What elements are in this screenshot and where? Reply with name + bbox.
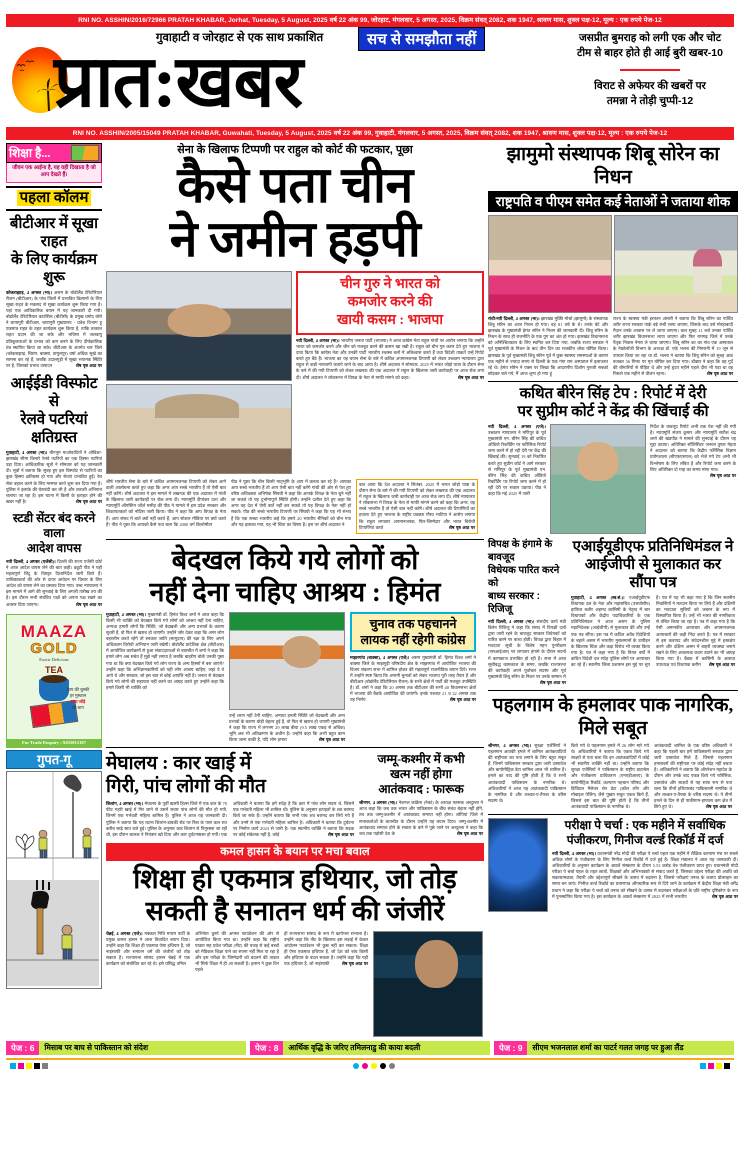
color-mark: [716, 1063, 722, 1069]
shiksha-quote: जीवन एक आईना है, यह वही दिखाता है जो आप देखते हैं।: [6, 163, 102, 183]
jk-headline-l3[interactable]: आतंकवाद : फारूक: [378, 782, 464, 797]
congress-body: असम मुख्यमंत्री डॉ. हिमंत विश्व शर्मा ने बाक्सा जिले के माझगुड़ी परिषदीय क्षेत्र के माझरगांव में आयोजित भाजपा की विजय संकल्प सभा में शामिल होकर की महत्वपूर्ण राजनीतिक बयान दिये। सभा में उन्होंने स्पष्ट किया कि अगामी चुनावों को लेकर भाजपा पूरी तरह तैयार है और बीटीआर (बोडोलैंड टेरिटोरियल रीजन) के सभी क्षेत्रों में पार्टी की मजबूत उपस्थिति है। डॉ. शर्मा ने कहा कि 20 अगस्त तक बीटीआर की सभी 40 विधानसभा क्षेत्रों में भाजपा की बैठकें आयोजित की जाएंगी। इनके पश्चात 21 व 22 अगस्त तक यह निर्णय: [350, 654, 476, 703]
ad-sub-label: Exotic Delicious: [39, 656, 69, 662]
bjp-box-line3: खायी कसम : भाजपा: [336, 313, 443, 328]
himanta-body-col1: [106, 612, 224, 743]
pahalgam-headline[interactable]: पहलगाम के हमलावर पाक नागरिक, मिले सबूत: [492, 694, 734, 739]
ad-tagline-3: साथ जोड़े: [70, 698, 86, 704]
kamal-body-col2: अभिनेता कुर्मा की अगस्त फाउंडेशन की ओर से आयोजित किया गया था। उन्होंने कहा कि राष्ट्रीय पात्रता सह प्रवेश परीक्षा (नीट) की वजह से कई बच्चों को मेडिकल शिक्षा पाने का सपना नहीं मिल पा रहा है और इस परीक्षा के जिम्मेदारी को बदलने की ताकत भी सिर्फ शिक्षा में ही आ सकती है। हासन ने कुछ दिन पहले: [195, 930, 279, 973]
shiksha-banner: [6, 143, 102, 163]
footer-teaser-bar: [6, 1041, 734, 1055]
rijiju-byline: नयी दिल्ली, 4 अगस्त (भा)।: [488, 618, 535, 624]
color-mark: [371, 1063, 377, 1069]
jk-body: [359, 800, 483, 837]
meghalaya-contd[interactable]: शेष पृष्ठ आठ पर: [327, 831, 354, 837]
rijiju-contd[interactable]: शेष पृष्ठ आठ पर: [539, 679, 566, 685]
color-mark: [18, 1063, 24, 1069]
leaf-icon: [71, 145, 99, 161]
left-story2-text: [6, 450, 102, 505]
color-swatches-right: [700, 1063, 730, 1069]
kamal-contd[interactable]: शेष पृष्ठ आठ पर: [341, 961, 368, 967]
left-column: [6, 143, 102, 1037]
newspaper-front-page: [0, 14, 740, 1152]
himanta-body-col2: [229, 713, 345, 743]
photo-himanta-biswa-sarma: [229, 612, 345, 710]
congress-box[interactable]: [350, 612, 476, 652]
bjp-box-body: भारतीय जनता पार्टी (भाजपा) ने आज कांग्रेस नेता राहुल गांधी पर आरोप लगाया कि उन्होंने भारत को कमजोर करने और चीन को मजबूत करने की कसम खा रखी है। राहुल को चीन गुरु करार देते हुए भाजपा ने दावा किया कि कांग्रेस नेता और उनकी पार्टी भारतीय सशस्त्र बलों में अविश्वास करते हैं तथा विदेशी ताकतें उन्हें रिपोर्ट करते हुए बैठे हैं। भाजपा का यह बयान सेना के बारे में कथित अपमानजनक टिप्पणी को लेकर उच्चतम न्यायालय द्वारा राहुल से कड़ी नाराजगी जताये जाने के बाद आया है। शीर्ष अदालत ने सोमवार, 2025 में भारत जोड़ो यात्रा के दौरान सेना के बारे में की गयी टिप्पणी को लेकर लखनऊ की एक अदालत में राहुल के खिलाफ जारी कार्यवाही पर आज रोक लगा दी। शीर्ष अदालत ने लोकसभा में विपक्ष के नेता से माफी मांगने को कहा।: [296, 338, 484, 380]
published-from-label: गुवाहाटी व जोरहाट से एक साथ प्रकाशित: [156, 32, 324, 44]
aiudf-body: [571, 595, 735, 668]
aiudf-byline: गुवाहाटी, 4 अगस्त (स्व.सं.)।: [571, 594, 625, 600]
color-mark: [42, 1063, 48, 1069]
kamal-headline-l1[interactable]: शिक्षा ही एकमात्र हथियार, जो तोड़: [133, 863, 457, 894]
himanta-body-text2: उन्हें शरण नहीं देनी चाहिए, अन्यथा हमारी स्थिति जो बेदखली और अन्य प्रभावों के कारण थोड़ी बेहतर हुई है, वो फिर से खराब हो जाएगी मुख्यमंत्री ने कहा कि राज्य में लगभग 29 लाख बीघा (9.5 लाख एकड़ से अधिक) भूमि अब भी अतिक्रमण के अधीन है। उन्होंने कहा कि अभी बहुत काम किया जाना बाकी है, यदि लोग हमारा: [229, 712, 345, 743]
ad-gold-label: GOLD: [30, 639, 78, 657]
pahalgam-body-col2: किये गये थे पहलगाम हमले में 26 लोग मारे गये थे। अधिकारियों ने बताया कि एकत्र किये गये साक्ष्यों से पता चला कि इन आतंकवादियों में कोई भी स्थानीय व्यक्ति नहीं था। उन्होंने बताया कि सुरक्षा एजेंसियों ने पाकिस्तान के राष्ट्रीय डाटाबेस और पंजीकरण प्राधिकरण (एनएडीआरए) के बायोमीट्रिक रिकॉर्ड, कल्याण पहचान परिषद और डिजिटल मैसेजर चेन डेटा (कॉल लॉग और मोबाइल पेजिंग) जैसे पुख्ता सबूत एकत्र किये हैं, जिससे इस बात की पुष्टि होती है कि तीनों आतंकवादी पाकिस्तान के नागरिक थे।: [571, 742, 649, 809]
kamal-body-col1: [106, 931, 190, 1037]
left-story3-text: [6, 559, 102, 608]
color-mark: [26, 1063, 32, 1069]
left-story3-body: दिल्ली की राज्य एजेंसी कोर्ट ने आज आदेश वापस लेने की बात कही। ड्यूटी पीठ ने यही महत्वपूर्ण बिंदु के विस्तृत दिशानिर्देश जारी किये हैं। याचिकाकर्ता की ओर से दायर आवेदन पर विचार के लिए आदेश को वापस लेने का प्रस्ताव दिया गया। उच्च न्यायालय ने इस मामले में आगे की सुनवाई के लिए अगली तारीख तय की है। इस दौरान सभी संबंधित पक्षों को अपना पक्ष रखने का अवसर दिया जाएगा।: [6, 558, 102, 607]
photo-pariksha-globe: [488, 818, 548, 912]
biren-byline: नयी दिल्ली, 4 अगस्त (एजे)।: [488, 423, 546, 429]
shiksha-title: शिक्षा है...: [9, 145, 51, 160]
lead-story-body: [106, 479, 484, 534]
pariksha-headline-l1[interactable]: परीक्षा पे चर्चा : एक महीने में सर्वाधिक: [564, 818, 726, 832]
aiudf-contd[interactable]: शेष पृष्ठ आठ पर: [708, 661, 735, 667]
teaser-item-1[interactable]: [6, 1041, 246, 1055]
color-dots-center: [353, 1063, 395, 1069]
color-mark: [700, 1063, 706, 1069]
kamal-body-1: मक्कल निधि मय्यम पार्टी के प्रमुख कमल हासन ने आज विवादित बयान दिया। उन्होंने कहा कि शिक्षा ही एकमात्र ऐसा हथियार है, जो नाइंसाफी और सनातन धर्म की जंजीरों को तोड़ सकता है। राज्यसभा सांसद हासन चेन्नई में एक कार्यक्रम को संबोधित कर रहे थे। इसे प्रसिद्ध तमिल: [106, 930, 190, 967]
masthead: [6, 29, 734, 125]
himanta-headline-l1[interactable]: बेदखल किये गये लोगों को: [171, 544, 419, 575]
himanta-body-text: मुख्यमंत्री डॉ. हिमंत विश्व शर्मा ने आज कहा कि किसी भी व्यक्ति को बेदखल किये गये लोगों को आश्रय नहीं देना चाहिए, अन्यथा हमारी लोगों कि स्थिति, जो बेदखली और अन्य प्रभावों के कारण सुधरी है, वो फिर से खराब हो जाएगी। उन्होंने जोर देकर कहा कि अगर लोग बहरलीन करते रहेंगे तो सरकार जाति (सामुदाय) की रक्षा के लिए अपने अधिकतम विरोधी अभियान जारी रखेगी। बोडोलैंड प्रादेशिक क्षेत्र (बीटीआर) में आयोजित कार्यक्रमों से हुआ संवाददाताओं से बातचीत में शर्मा ने कहा कि हमारे लोग अब सचेत हैं मुझे नहीं लगता है जबकि बाहरीय बोलेंः उनकी पूछा गया था कि क्या बेदखल किये गये लोग राज्य के अन्य हिस्सों में बस जाएंगे? उन्होंने कहा कि अभिज्ञानकारियों को यही लोग आश्रय चाहिए, जहां वे वे आये थे और सरकार, जो इस बात से कोई आपत्ति नहीं है। जनता से बेदखल किये गये लोगों की सहायता नहीं करने का आग्रह करते हुए उन्होंने कहा कि हमारे किसी भी व्यक्ति को: [106, 611, 224, 690]
jk-headline-l2[interactable]: खत्म नहीं होगा: [390, 767, 452, 782]
teaser-item-2[interactable]: [250, 1041, 490, 1055]
jk-body-text: नेशनल कांफ्रेंस (नेकां) के अध्यक्ष फारूक अब्दुल्ला ने आज कहा कि जब तक भारत और पाकिस्तान के बीच संबंध बेहतर नहीं होंगे, तब तक जम्मू-कश्मीर में आतंकवाद समाप्त नहीं होगा। शोपियां जिले में सभाकर्ताओं के बातचीत के दौरान उन्होंने यह बयान दिया। जम्मू-कश्मीर में आतंकवाद समाप्त होने के सवाल के बारे में पूछे जाने पर अब्दुल्ला ने कहा कि जब तक पड़ोसी देश के: [359, 800, 483, 836]
left-story3-headline-l1[interactable]: स्टडी सेंटर बंद करने वाला: [12, 510, 96, 540]
biren-body-col1: [488, 424, 546, 534]
left-story2-body: बीरभूम माओवादियों ने ओडिशा-झारखंड सीमा किनारे रेलवे पटरियों का एक हिस्सा पटरियां उड़ा दिया। आधिकारिक सूत्रों ने सोमवार को यह जानकारी दी। सूत्रों ने बताया कि सुबह हुए इस विस्फोट से पटरियों का कुछ हिस्सा क्षतिग्रस्त हो गया और सेवाएं प्रभावित हुईं। रेल सेवा बहाल करने के लिए मरम्मत कार्य शुरू कर दिया गया है। पुलिस ने इलाके की घेराबंदी कर ली है और तलाशी अभियान चलाया जा रहा है। इस घटना में किसी के हताहत होने की खबर नहीं है।: [6, 450, 102, 504]
lead-body-col3: [359, 482, 475, 531]
color-mark: [389, 1063, 395, 1069]
biren-headline-l2[interactable]: पर सुप्रीम कोर्ट ने केंद्र की खिंचाई की: [517, 403, 709, 420]
bjp-box-contd[interactable]: शेष पृष्ठ आठ पर: [457, 374, 484, 380]
gupta-goo-column-header[interactable]: गुपत-गू: [6, 750, 102, 769]
ad-tea-label: TEA: [45, 664, 63, 675]
pahalgam-body-3: आतंकवादी शामिल के एक वरिष्ठ अधिकारी ने कहा कि पहली बार हमें पाकिस्तानी सरकार द्वारा जारी दस्तावेज मिले हैं, जिससे पहलगाम हमलावरों की राष्ट्रीयता पर कोई संदेह नहीं बचता है। अधिकारियों ने बताया कि ऑपरेशन महादेव के दौरान और उनके बाद एकत्र किये गये फोरेंसिक, दस्तावेज और साक्ष्यों से यह साफ रूप से पता चला कि तीनों हथियारबंद पाकिस्तानी नागरिक थे और लश्कर-ए-तैयबा के वरिष्ठ सदस्य थे। ये तीनों हमले के दिन से ही पाकीगाम-हापवस कम क्षेत्र में छिपे हुए थे।: [654, 742, 732, 809]
left-story2-headline-l2[interactable]: रेलवे पटरियां क्षतिग्रस्त: [20, 412, 88, 447]
left-story3-headline-l2[interactable]: आदेश वापस: [26, 540, 82, 555]
biren-contd[interactable]: शेष पृष्ठ आठ पर: [709, 472, 736, 478]
meghalaya-headline-l2[interactable]: गिरी, पांच लोगों की मौत: [106, 776, 266, 798]
teaser-2-text: आर्थिक वृद्धि के जरिए तमिलनाडु की काया बदली: [288, 1042, 421, 1052]
bjp-box-line2: कमजोर करने की: [347, 295, 433, 310]
bjp-box-text: [296, 338, 484, 381]
newspaper-title: प्रात:खबर: [54, 42, 303, 122]
rijiju-body-text: संसदीय कार्य मंत्री किरेन रिजिजू ने कहा कि संसद में विपक्षी दलों द्वारा जारी रहने के बावजूद सरकार विधेयकों को पारित करने पर बाध्य होती। विपक्ष द्वारा बिहार में मतदाता सूची के विशेष गहन पुनरीक्षण (एसआईआर) पर लगातार हंगामे के दौरान सदनों में कामकाज प्रभावित हो रही है। सभा में आज सूचीबद्ध कामकाज के समय, जबकि राज्यसभा की कार्यवाही अपने पूर्वांचल सदस्य और पूर्व मुख्यमंत्री शिबू सोरेन के निधन पर उनके सम्मान में: [488, 618, 566, 679]
pariksha-body-text: प्रधानमंत्री नरेंद्र मोदी की परीक्षा पे चर्चा पहल एक महीने में शैक्षिक कल्याण मंच पर सबसे अधिक लोगों के पंजीकरण के लिए गिनीज वर्ल्ड रिकॉर्ड में दर्ज हुई है। शिक्षा मंत्रालय ने आज यह जानकारी दी। अधिकारियों के अनुसार कार्यक्रम के आठवें संस्करण के दौरान 5.53 करोड़ वेब पंजीकरण प्राप्त हुए। प्रधानमंत्री मोदी परीक्षा पे चर्चा पहल के तहत छात्रों, शिक्षकों और अभिभावकों से संवाद करते हैं, जिसका उद्देश्य परीक्षा की अवधि को सकारात्मकता, तैयारी और उद्देश्यपूर्ण सीखने के उत्सव में बदलना है, जिससे परीक्षाएं तनाव के बजाय प्रोत्साहन का समय बन जाएं। गिनीज वर्ल्ड रिकॉर्ड का प्रमाणपत्र औपचारिक रूप से दिये जाने के कार्यक्रम में केंद्रीय शिक्षा मंत्री धर्मेंद्र प्रधान ने कहा कि परीक्षा पे चर्चा को तनाव को सीखने के उत्सव में बदलकर परीक्षाओं के प्रति राष्ट्रीय दृष्टिकोण के रूप में पुनर्स्थापित किया गया है। इस कार्यक्रम के आठवें संस्करण में 2025 में सभी भारतीय: [552, 851, 739, 899]
teaser-item-3[interactable]: [494, 1041, 734, 1055]
ad-brand-name: MAAZA: [20, 621, 88, 641]
congress-contd[interactable]: शेष पृष्ठ आठ पर: [449, 697, 476, 703]
kamal-body-3: ही राज्यसभा सांसद के रूप में कार्यभार संभाला है। उन्होंने कहा कि नीट के खिलाफ इस लड़ाई में केवल आंदोलन फाउंडेशन भी कुछ नहीं कर सकता। शिक्षा ही ऐसा एकमात्र हथियार है, जो देश को बांध किसी और हथियार के बदल सकता है। उन्होंने कहा कि यही एक हथियार है, जो नाइंसाफी: [284, 930, 368, 967]
jk-headline-l1[interactable]: जम्मू-कश्मीर में कभी: [377, 752, 465, 767]
rijiju-headline-l1[interactable]: विपक्ष के हंगामे के बावजूद: [488, 538, 553, 563]
bjp-china-box[interactable]: [296, 271, 484, 335]
masthead-slogan: सच से समझौता नहीं: [358, 27, 485, 51]
advertisement-maaza-gold[interactable]: [6, 614, 102, 748]
cartoon-illustration: [7, 772, 99, 986]
rni-strip-bottom: RNI NO. ASSHIN/2005/15049 PRATAH KHABAR, Guwahati, Tuesday, 5 August, 2025 वर्ष 22 अंक 99, गुवाहाटी, मंगलवार, 5 अगस्त, 2025, विक्रम संवत् 2082, शक 1947, श्रावण मास, शुक्ल पक्ष-12, मूल्य : एक रुपये पेज-12: [6, 127, 734, 140]
biren-body-2: निर्देश के बावजूद रिपोर्ट अभी तक पेश नहीं की गयी है। न्यायमूर्ति संजय कुमार और न्यायमूर्ति सतीश चंद्र शर्मा की खंडपीठ ने मामले की सुनवाई के दौरान यह मुद्दा उठाया। अतिरिक्त सॉलिसिटर जनरल तुषार मेहता ने अदालत को बताया कि केंद्रीय फॉरेंसिक विज्ञान प्रयोगशाला (सीएफएसएल) को भेजे गये टेप अभी भी विश्लेषण के लिए लंबित है और रिपोर्ट जमा करने के लिए अतिरिक्त दो माह का समय मांगा गया।: [650, 423, 736, 472]
promo-line-2[interactable]: विराट से अफेयर की खबरों पर: [594, 80, 706, 92]
kamal-byline: चेन्नई, 4 अगस्त (एजे)।: [106, 930, 143, 936]
left-story1-text: [6, 290, 102, 369]
biren-body-1: उच्चतम न्यायालय ने मणिपुर के पूर्व मुख्यमंत्री एन. बीरेन सिंह की कथित ऑडियो रिकॉर्डिंग पर फॉरेंसिक रिपोर्ट जमा करने में हो रही देरी पर केंद्र की खिंचाई की। सुनवाई 19 को निर्धारित करते हुए सुप्रीम कोर्ट ने आगे सरकार से मणिपुर के पूर्व मुख्यमंत्री एन. बीरेन सिंह की कथित ऑडियो रिकॉर्डिंग पर रिपोर्ट जमा करने में हो रही देरी पर सवाल उठाया। पीठ ने कहा कि मई 2025 में जारी: [488, 430, 546, 496]
pariksha-body: [552, 851, 738, 900]
kamal-body-col3: [284, 931, 368, 1037]
pariksha-byline: नयी दिल्ली, 4 अगस्त (भा)।: [552, 851, 596, 856]
himanta-contd[interactable]: शेष पृष्ठ आठ पर: [318, 737, 345, 743]
teaser-2-page-label: पेज : 8: [250, 1041, 283, 1055]
ad-tagline-2: हर मुस्कान: [69, 692, 87, 698]
left-story1-headline-l1[interactable]: बीटीआर में सूखा राहत: [9, 215, 99, 250]
lead-body-col2: पीठ ने पूछा कि चीन किसी मातृभूमि के आप में कब्जा कर रहे हैं? आपका आप सच्चे भारतीय हैं तो आप ऐसी बात नहीं करेंगे गांधी की ओर से पेश हुए वरिष्ठ अधिवक्ता अभिषेक सिंघवी ने कहा कि आपके विपक्ष के नेता चुने नहीं जा सकते तो यह दुर्भाग्यपूर्ण स्थिति होगी। उन्होंने दलील देते हुए कहा कि अगर वह देश में ऐसी बातें नहीं कर सकते तो यह विपक्ष के नेता नहीं हो सकते। पीठ की सच्चे भारतीय टिप्पणी पर सिंघवी ने कहा कि यह भी संभव है कि एक सच्चा भारतीय कहे कि हमारे 20 भारतीय सैनिकों को चीन गया और यह इलाका गया, यह भी चिंता का विषय है। इस पर शीर्ष अदालत ने: [231, 479, 351, 527]
print-registration-line: [6, 1058, 734, 1060]
congress-byline: माझरगांव (बाक्सा), 4 अगस्त (एजे)।: [350, 654, 410, 660]
soren-byline: रांची/नयी दिल्ली, 4 अगस्त (भा)।: [488, 316, 540, 321]
meghalaya-body: [106, 801, 354, 838]
soren-body-1: झारखंड मुक्ति मोर्चा (झामुमो) के संस्थापक शिबू सोरेन का आज निधन हो गया। वह 81 वर्ष के थे। उनके बेटे और झारखंड के मुख्यमंत्री हेमंत सोरेन ने निधन की जानकारी दी। शिबू सोरेन के निधन के साथ ही राजनीति के एक युग का अंत हो गया। झारखंड विधानसभा को अनिश्चितकाल के लिए स्थगित कर दिया गया, जबकि राज्य सरकार ने पूर्व मुख्यमंत्री के निधन के बाद तीन दिन का राजकीय शोक घोषित किया। झारखंड के पूर्व मुख्यमंत्री शिबू सोरेन पूर्व में कुछ स्वास्थ्य समस्याओं के कारण एक महीने से ज्यादा समय से दिल्ली के एक गंगा राम अस्पताल में इलाजरत रहे थे। हेमंत सोरेन ने एक्स पर लिखा कि आदरणीय दिशोम गुरुजी सबको छोड़कर चले गये, मैं आज शून्य हो गया हूं: [488, 316, 608, 376]
rijiju-headline-l2[interactable]: विधेयक पारित करने को: [488, 564, 560, 589]
left-story2-byline: गुवाहाटी, 4 अगस्त (भा)।: [6, 450, 48, 456]
soren-headline[interactable]: झामुमो संस्थापक शिबू सोरेन का निधन: [506, 144, 720, 188]
meghalaya-byline: शिलांग, 4 अगस्त (भा)।: [106, 801, 144, 807]
promo-divider: [620, 69, 680, 71]
color-mark: [724, 1063, 730, 1069]
biren-body-col2: [650, 424, 736, 534]
meghalaya-headline-l1[interactable]: मेघालय : कार खाई में: [106, 753, 252, 775]
center-column: [106, 143, 484, 1037]
pahalgam-body-col1: [488, 743, 566, 810]
congress-box-text: [350, 655, 476, 704]
pehla-column-header: [6, 186, 102, 211]
birds-icon: [15, 59, 39, 75]
congress-box-line2: लायक नहीं रहेगी कांग्रेस: [360, 632, 466, 647]
pahalgam-body-1: सुरक्षा एजेंसियों ने पहलगाम आतंकी हमले में शामिल आतंकवादियों की राष्ट्रीयता का पता लगाने के लिए बहुत सबूत हैं, जिनमें पाकिस्तान सरकार द्वारा जारी दस्तावेज और बायोमीट्रिक डेटा शामिल आज भी शामिल है। हमले का बाद की पुष्टि होती है कि वे सभी आतंकवादी पाकिस्तान के नागरिक थे। अधिकारियों ने आज यह आतंकवादी पाकिस्तान के नागरिक थे और लश्कर-ए-तैयबा के वरिष्ठ सदस्य थे।: [488, 742, 566, 803]
bjp-box-line1: चीन गुरु ने भारत को: [340, 277, 440, 292]
pahalgam-contd[interactable]: शेष पृष्ठ आठ पर: [705, 803, 732, 809]
color-mark: [362, 1063, 368, 1069]
himanta-byline: गुवाहाटी, 4 अगस्त (भा)।: [106, 611, 146, 617]
left-story1-contd[interactable]: शेष पृष्ठ आठ पर: [75, 362, 102, 368]
kamal-haasan-redbar: कमल हासन के बयान पर मचा बवाल: [106, 843, 484, 861]
rijiju-body: [488, 619, 566, 686]
left-story2-headline-l1[interactable]: आईईडी विस्फोट से: [10, 376, 98, 411]
photo-kamal-haasan: [373, 931, 483, 1037]
aiudf-headline-l2[interactable]: आईजीपी से मुलाकात कर सौंपा पत्र: [584, 556, 722, 591]
lead-body-col1: शीर्ष भारतीय सेना के बारे में कथित अपमानजनक टिप्पणी को लेकर आगे डाली आलोचना करते हुए कहा कि अगर आप सच्चे भारतीय हैं तो ऐसी बात नहीं करेंगे। शीर्ष अदालत ने इस मामले में लखनऊ की एक अदालत में गांधी के खिलाफ जारी कार्यवाही पर रोक लगा दी। न्यायमूर्ति दीपांकर दत्ता और न्यायमूर्ति ऑगस्टिन जॉर्ज मसीह की पीठ ने मामले में इस प्रदेश सरकार और शिकायतकर्ता को नोटिस जारी किया। पीठ ने कहा कि आप विपक्ष के नेता हैं। आप संसद में बातें क्यों नहीं करते हैं, आप सोशल मीडिया पर क्यों करते हैं? पीठ ने पूछा कि आपको कैसे पता चला कि 2000 वर्ग किलोमीटर: [106, 479, 226, 527]
teaser-3-page-label: पेज : 9: [494, 1041, 527, 1055]
meghalaya-body-text: मेघालय के पूर्वी खासी हिल्स जिले में एक कार के 70 फीट गहरी खाई में गिर जाने से उसमें सवार पांच लोगों की मौत हो गयी, जिनमें एक गर्भवती महिला शामिल है। पुलिस ने आज यह जानकारी दी। पुलिस ने बताया कि यह घटना शिलांग-डावकी रोड पर रिंबा के पास कल रात करीब साढ़े सात बजे हुई। पुलिस के अनुसार कार शिलांग से पिनुरस्ला जा रही थी, इस दौरान चालक ने नियंत्रण खो दिया और कार दुर्घटनाग्रस्त हो गयी। एक अधिकारी ने बताया कि हमें संदेह है कि कार में पांच लोग सवार थे, जिसमें एक गर्भवती महिला भी शामिल थी। पुलिस के अनुसार हताहतों के शव बरामद किये जा सके हैं। उन्होंने बताया कि सभी पांच शव बरामद कर लिये गये हैं और उनमें से एक गर्भवती महिला शामिल है। अधिकारी ने बताया कि दुर्घटना पर निर्माण कार्य 2023 से जारी है। एक स्थानीय व्यक्ति ने बताया कि सड़क पर कोई संकेतक नहीं है, कोई: [106, 801, 354, 837]
pahalgam-body-col3: [654, 743, 732, 810]
jk-contd[interactable]: शेष पृष्ठ आठ पर: [456, 830, 483, 836]
color-mark: [10, 1063, 16, 1069]
print-registration-marks: [6, 1063, 734, 1069]
rni-strip-top: RNI NO. ASSHIN/2016/72966 PRATAH KHABAR, Jorhat, Tuesday, 5 August, 2025 वर्ष 22 अंक 99, जोरहाट, मंगलवार, 5 अगस्त, 2025, विक्रम संवत् 2082, शक 1947, श्रावण मास, शुक्ल पक्ष-12, मूल्य : एक रुपये पेज-12: [6, 14, 734, 27]
pahalgam-byline: श्रीनगर, 4 अगस्त (भा)।: [488, 742, 532, 748]
pehla-column-label: पहला कॉलम: [17, 190, 92, 206]
biren-headline-l1[interactable]: कथित बीरेन सिंह टेप : रिपोर्ट में देरी: [519, 385, 707, 402]
left-story3-contd[interactable]: शेष पृष्ठ आठ पर: [75, 601, 102, 607]
color-mark: [34, 1063, 40, 1069]
soren-body-col1: [488, 316, 608, 377]
left-story1-headline-l2[interactable]: के लिए कार्यक्रम शुरू: [11, 251, 97, 286]
left-story1-body: असम के बोडोलैंड टेरिटोरियल रीजन (बीटीआर) के पांच जिलों में प्रभावित किसानों के लिए सूखा राहत के मकसद से सूखा कार्यक्रम शुरू किया गया है। यहां एक आधिकारिक बयान में यह जानकारी दी गयी। बोडोलैंड टेरिटोरियल काउंसिल (बीटीसी) के प्रमुख प्रमोद बोरो ने चापागुरी बीटीआर, चापागुरी मुख्यालय - प्रवेश विभाग हू एकमात्र राहत के तहत कार्यक्रम शुरू किया है, ताकि तत्काल राहत प्रदान की जा सके और भविष्य में जलवायु प्रतिकूलताओं के प्रभाव को कम करने के लिए दीर्घकालिक तंत्र स्थापित किया जा सके। बीटीआर के अंतर्गत चार जिले (कोकराझाड़, चिरांग, बाक्सा, तामुलपुर) वर्षा अधिक सूखे का सामना कर रहे हैं, जबकि उदालगुड़ी में सूखा भयानक स्थिति पर है, जिसको प्रभाव उत्पादन: [6, 289, 102, 368]
photo-rahul-gandhi: [106, 271, 292, 381]
soren-blackbar: राष्ट्रपति व पीएम समेत कई नेताओं ने जताया शोक: [488, 191, 738, 212]
himanta-headline-l2[interactable]: नहीं देना चाहिए आश्रय : हिमंत: [149, 576, 441, 607]
left-story2-contd[interactable]: शेष पृष्ठ आठ पर: [75, 498, 102, 504]
pariksha-contd[interactable]: शेष पृष्ठ आठ पर: [711, 893, 738, 899]
ad-tagline-1: चाय की चुस्की: [66, 686, 90, 692]
left-story3-byline: नयी दिल्ली, 4 अगस्त (एजेंसी)।: [6, 558, 56, 564]
teaser-1-text: मिसाब पर बाघ से पाकिस्तान को संदेश: [44, 1042, 149, 1052]
lead-headline-line1[interactable]: कैसे पता चीन: [177, 157, 413, 213]
photo-supreme-court: [106, 384, 292, 474]
page-body: [6, 143, 739, 1037]
pariksha-headline-l2[interactable]: पंजीकरण, गिनीज वर्ल्ड रिकॉर्ड में दर्ज: [566, 833, 724, 847]
ad-tagline-4: रहे चाय: [72, 704, 84, 710]
masthead-promos: [566, 31, 734, 109]
photo-soren-body-1: [488, 215, 612, 313]
bjp-box-byline: नयी दिल्ली, 4 अगस्त (भा)।: [296, 338, 340, 343]
ad-trade-enquiry[interactable]: For Trade Enquiry : 9435012187: [7, 739, 101, 747]
soren-body-col2: [613, 316, 733, 377]
rijiju-headline-l3[interactable]: बाध्य सरकार : रिजिजू: [488, 590, 540, 615]
soren-contd[interactable]: शेष पृष्ठ आठ पर: [706, 370, 733, 376]
kamal-headline-l2[interactable]: सकती है सनातन धर्म की जंजीरें: [145, 895, 445, 926]
congress-box-line1: चुनाव तक पहचानने: [369, 616, 457, 631]
teaser-1-page-label: पेज : 6: [6, 1041, 39, 1055]
lead-headline-line2[interactable]: ने जमीन हड़पी: [169, 211, 421, 267]
left-story1-byline: कोकराझाड़, 4 अगस्त (भा)।: [6, 289, 52, 295]
lead-kicker: सेना के खिलाफ टिप्पणी पर राहुल को कोर्ट की फटकार, पूछा: [177, 144, 413, 156]
color-mark: [380, 1063, 386, 1069]
promo-line-1[interactable]: जसप्रीत बुमराह को लगी एक और चोट: [578, 32, 722, 44]
aiudf-body-text: एआईयूडीएफ विधायक दल के नेता और महासचिव (उत्तर्वासीय) हाफिज बशीर अहमद कासिमी के नेतृत्व में चार विधायकों और केंद्रीय पदाधिकारियों के एक प्रतिनिधिमंडल ने आज असम के पुलिस महानिदेशक (आईजीपी) से मुलाकात की और उन्हें एक पत्र सौंपा। इस पत्र में कथित अवैध विदेशियों के बहाने असम में भारतीय मुसलमानों के उत्पीड़न के खिलाफ चिंता और कड़ा विरोध भी व्यक्त किया गया है। पत्र में कहा गया है कि विगत वर्षों में कथित विदेशी दल संदेह पुलिस लोगों पर अत्याचार का रहे हैं। स्थानीय जिला प्रशासन इस मुद्दे पर चुप है। पत्र में यह भी कहा गया है कि जिन स्थानीय निवासियों ने मतदान किया पर लिये हैं और दक्षिणी का मतदाता सूचियों को जबरन के रूप में विस्थापित किया है। उन्हें भी भारत की नागरिकता से वंचित किया जा रहा है। पत्र में कहा गया है कि ऐसी अमानवीय अत्याचार और अपमानजनक अत्याचारों की कड़ी निंदा करते हैं। पत्र में सरकार से इस कवायद और संवेदनशील मुद्दे में हस्तक्षेप करने और दक्षिण असम में बाहरी व्यवस्था बनाये रखने के लिए आवश्यक कदम उठाने का भी आग्रह किया गया है। बैठक में कासिमी के अलावा उपाध्यक्ष एवं विधायक करीम: [571, 594, 735, 667]
color-mark: [708, 1063, 714, 1069]
photo-biren-singh: [550, 424, 646, 534]
lead-body-contd[interactable]: शेष पृष्ठ आठ पर: [448, 524, 475, 530]
jk-byline: श्रीनगर, 4 अगस्त (भा)।: [359, 800, 398, 806]
editorial-cartoon: [6, 771, 102, 989]
soren-body-2: राज्य के स्वास्थ्य मंत्री इरफान अंसारी ने बताया कि शिबू सोरेन का पार्थिव शरीर राज्य सरकार पार्क बड़े रांची लाया जाएगा, जिसके बाद उसे मोरहाबादी मैदान उनके आवास पर ले जाया जाएगा। कल सुबह 11 बजे उनका पार्थिव शरीर झारखंड विधानसभा लाया जाएगा और फिर रामगढ़ जिले में उनके पैतृक निवास नेमरा ले जाया जाएगा। शिबू सोरेन का का गांव एक अस्पताल के नेफ्रोलॉजी विभाग के अध्यक्ष डॉ. एके भल्ला की निगरानी में 19 जून से उपचार किया जा रहा था डॉ. भल्ला ने बताया कि शिबू सोरेन को सुबह आठ बजकर 56 मिनट पर मृत घोषित कर दिया गया। डॉक्टर ने कहा कि वह गुर्दे की बीमारियों से पीड़ित थे और उन्हें हृदय महीने पहले दौरा भी पड़ा था वह पिछले एक महीने से वीजन रहना।: [613, 316, 733, 376]
lead-body-col3-text: बात आया कि देश अदालत ने सितंबर, 2025 में भारत जोड़ो यात्रा के दौरान सेना के बारे में की गयी टिप्पणी को लेकर लखनऊ की एक अदालत में राहुल के खिलाफ जारी कार्यवाही पर आज रोक लगा दी। शीर्ष न्यायालय ने लोकसभा में विपक्ष के नेता से माफी मांगने करने को कहा कि अगर, वह सच्चे भारतीय हैं तो ऐसी बात नहीं करेंगे। शीर्ष अदालत की टिप्पणियों का हवाला देते हुए भाजपा के राष्ट्रीय प्रवक्ता गौरव भाटिया ने आरोप लगाया कि राहुल लगातार अपमानजनक, फिर-जिम्मेदार और भारत विरोधी टिप्पणियां करते: [359, 482, 475, 530]
color-swatches-left: [10, 1063, 48, 1069]
aiudf-headline-l1[interactable]: एआईयूडीएफ प्रतिनिधिमंडल ने: [572, 538, 734, 555]
teaser-3-text: सीएम भजनलाल शर्मा का पाटर्र गलत जगह पर हुआ लैंड: [532, 1042, 684, 1052]
promo-line-1b[interactable]: टीम से बाहर होते ही आई बुरी खबर-10: [577, 47, 723, 59]
photo-soren-body-2: [614, 215, 738, 313]
promo-line-2b[interactable]: तमन्ना ने तोड़ी चुप्पी-12: [606, 95, 694, 107]
right-column: [488, 143, 738, 1037]
color-mark: [353, 1063, 359, 1069]
